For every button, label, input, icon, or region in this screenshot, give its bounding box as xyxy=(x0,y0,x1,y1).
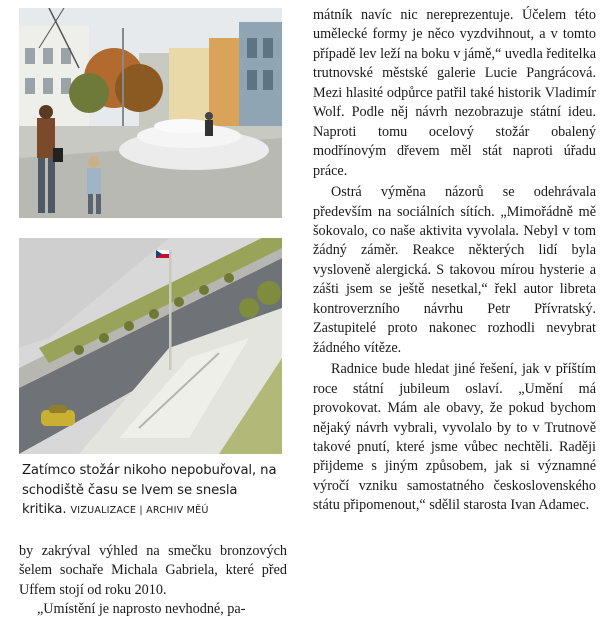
photo-credit: VIZUALIZACE | ARCHIV MĚÚ xyxy=(70,505,209,516)
left-paragraph-1: by zakrýval výhled na smečku bronzových šelem sochaře Michala Gabriela, které před Uffem stojí od roku 2010. xyxy=(19,543,287,598)
flagpole-scene-image xyxy=(19,238,282,454)
caption-text: Zatímco stožár nikoho nepobuřoval, na schodiště času se lvem se snesla kritika. xyxy=(22,463,277,517)
photo-caption xyxy=(22,461,284,521)
right-paragraph-2: Ostrá výměna názorů se odehrávala především na sociálních sítích. „Mimořádně mě šokovalo, co naše aktivita vyvolala. Nebyl v tom žádný záměr. Reakce některých lidí byla vysloveně alergická. S takovou mírou hysterie a zášti jsem se ještě nesetkal,“ řekl autor libreta kontroverzního návrhu Petr Přívratský. Zastupitelé proto nakonec rozhodli nevybrat žádného vítěze. xyxy=(313,184,596,356)
right-paragraph-3: Radnice bude hledat jiné řešení, jak v příštím roce státní jubileum oslaví. „Umění má provokovat. Mám ale obavy, že pokud bychom nějaký návrh vybrali, vyvolalo by to v Trutnově takové pnutí, které jsme vůbec nechtěli. Raději přijdeme s jiným způsobem, jak si významné výročí vzniku samostatného československého státu připomenout,“ sdělil starosta Ivan Adamec. xyxy=(313,361,596,514)
left-paragraph-2: „Umístění je naprosto nevhodné, pa- xyxy=(37,601,246,618)
right-column-text xyxy=(313,6,596,516)
flagpole-visualization-photo xyxy=(19,238,282,454)
square-visualization-photo xyxy=(19,8,282,218)
right-paragraph-1: mátník navíc nic nereprezentuje. Účelem této umělecké formy je něco vyzdvihnout, a v tomto případě lev leží na boku v jámě,“ uvedla ředitelka trutnovské městské galerie Lucie Pangrácová. Mezi hlasité odpůrce patřil také historik Vladimír Wolf. Podle něj návrh nezobrazuje státní ideu. Naproti tomu ocelový stožár obalený modřínovým dřevem měl stát naproti úřadu práce. xyxy=(313,7,596,179)
left-column-text xyxy=(19,542,287,620)
square-scene-image xyxy=(19,8,282,218)
